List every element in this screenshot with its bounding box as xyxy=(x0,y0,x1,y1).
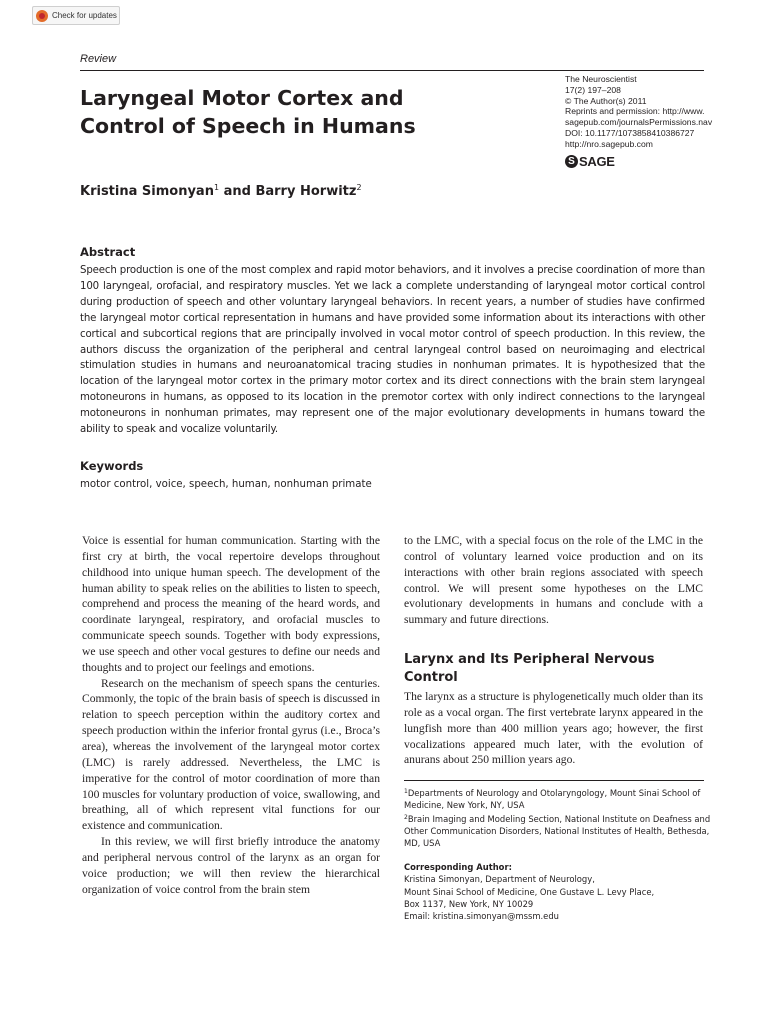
body-right-column-bottom xyxy=(404,689,703,768)
body-paragraph: Voice is essential for human communication. Starting with the first cry at birth, the vocal repertoire develops throughout childhood into unique human speech. The development of the human ability to speak relies on the abilities to listen to speech, comprehend and process the meaning of the heard words, and coordinate laryngeal, respiratory, and orofacial muscles to communicate speech sounds. Together with body expressions, we use speech and other vocal gestures to define our needs and thoughts and to project our feelings and emotions. xyxy=(82,534,380,674)
corresponding-email[interactable]: Email: kristina.simonyan@mssm.edu xyxy=(404,911,559,922)
keywords-text: motor control, voice, speech, human, nonhuman primate xyxy=(80,479,372,490)
crossmark-icon xyxy=(36,10,48,22)
affiliation-number: 1 xyxy=(404,788,408,795)
author-list xyxy=(80,183,362,199)
author-affiliation-mark: 1 xyxy=(213,183,220,192)
sage-logo xyxy=(565,154,615,169)
sage-logo-text: SAGE xyxy=(579,154,615,169)
keywords-heading: Keywords xyxy=(80,459,144,473)
header-rule xyxy=(80,70,704,71)
affiliation-item xyxy=(404,812,714,850)
body-paragraph: The larynx as a structure is phylogenetically much older than its role as a vocal organ. The first vertebrate larynx appeared in the lungfish more than 400 million years ago; however, the first vocalizations appeared much later, with the evolution of anurans about 250 million years ago. xyxy=(404,690,703,767)
sage-logo-icon: S xyxy=(565,155,578,168)
doi[interactable]: DOI: 10.1177/1073858410386727 xyxy=(565,127,695,138)
body-right-column-top xyxy=(404,533,703,628)
check-for-updates-button[interactable] xyxy=(32,6,120,25)
body-left-column xyxy=(82,533,380,897)
author-name: Barry Horwitz xyxy=(255,184,357,199)
journal-meta xyxy=(565,74,765,150)
corresponding-line: Kristina Simonyan, Department of Neurology, xyxy=(404,874,595,885)
reprints-link-2[interactable]: sagepub.com/journalsPermissions.nav xyxy=(565,117,713,128)
copyright: © The Author(s) 2011 xyxy=(565,95,647,106)
affiliation-text: Departments of Neurology and Otolaryngology, Mount Sinai School of Medicine, New York, NY, USA xyxy=(404,788,701,811)
body-paragraph: In this review, we will first briefly introduce the anatomy and peripheral nervous control of the larynx as an organ for voice production; we will then review the hierarchical organization of voice control from the brain stem xyxy=(82,835,380,896)
affiliation-text: Brain Imaging and Modeling Section, National Institute on Deafness and Other Communication Disorders, National Institutes of Health, Bethesda, MD, USA xyxy=(404,813,711,849)
section-label: Review xyxy=(80,53,117,65)
journal-name: The Neuroscientist xyxy=(565,74,637,84)
section-heading: Larynx and Its Peripheral Nervous Control xyxy=(404,652,655,685)
author-affiliation-mark: 2 xyxy=(356,183,362,192)
corresponding-author xyxy=(404,861,724,922)
corresponding-author-label: Corresponding Author: xyxy=(404,862,512,872)
affiliation-item xyxy=(404,786,714,812)
journal-volume: 17(2) 197–208 xyxy=(565,84,621,95)
affiliation-number: 2 xyxy=(404,813,408,821)
body-paragraph: Research on the mechanism of speech spans the centuries. Commonly, the topic of the brain basis of speech is discussed in relation to speech perception within the auditory cortex and speech production within the inferior frontal gyrus (i.e., Broca’s area), whereas the involvement of the laryngeal motor cortex (LMC) is rarely addressed. Nevertheless, the LMC is imperative for the control of motor coordination of more than 100 muscles for voluntary production of voice, swallowing, and breathing, all of which represent vital functions for our existence and communication. xyxy=(82,676,380,833)
check-for-updates-label: Check for updates xyxy=(52,11,117,20)
abstract-text: Speech production is one of the most complex and rapid motor behaviors, and it involves a precise coordination of more than 100 laryngeal, orofacial, and respiratory muscles. Yet we lack a complete understanding of laryngeal motor cortical control during production of speech and other voluntary laryngeal behaviors. In recent years, a number of studies have confirmed the laryngeal motor cortical representation in humans and have provided some information about its interactions with other cortical and subcortical regions that are principally involved in vocal motor control of speech production. In this review, the authors discuss the organization of the peripheral and central laryngeal control based on neuroimaging and electrical stimulation studies in humans and neuroanatomical tracing studies in nonhuman primates. It is hypothesized that the location of the laryngeal motor cortex in the primary motor cortex and its direct connections with the brain stem laryngeal motoneurons in humans, as opposed to its location in the premotor cortex with only indirect connections to the laryngeal motoneurons in nonhuman primates, may represent one of the major evolutionary developments in humans toward the ability to speak and vocalize voluntarily. xyxy=(80,265,705,436)
reprints-link-1[interactable]: Reprints and permission: http://www. xyxy=(565,106,705,117)
author-connector: and xyxy=(223,184,251,199)
corresponding-line: Mount Sinai School of Medicine, One Gustave L. Levy Place, xyxy=(404,886,655,897)
article-title: Laryngeal Motor Cortex and Control of Speech in Humans xyxy=(80,86,416,138)
footnote-rule xyxy=(404,780,704,781)
author-name: Kristina Simonyan xyxy=(80,184,214,199)
body-paragraph: to the LMC, with a special focus on the role of the LMC in the control of voluntary learned voice production and on its interactions with other brain regions associated with speech control. We will present some hypotheses on the LMC evolutionary developments in humans and conclude with a summary and future directions. xyxy=(404,534,703,627)
affiliation-footnotes xyxy=(404,786,714,849)
abstract-heading: Abstract xyxy=(80,245,136,259)
journal-url[interactable]: http://nro.sagepub.com xyxy=(565,138,653,149)
corresponding-line: Box 1137, New York, NY 10029 xyxy=(404,898,534,909)
